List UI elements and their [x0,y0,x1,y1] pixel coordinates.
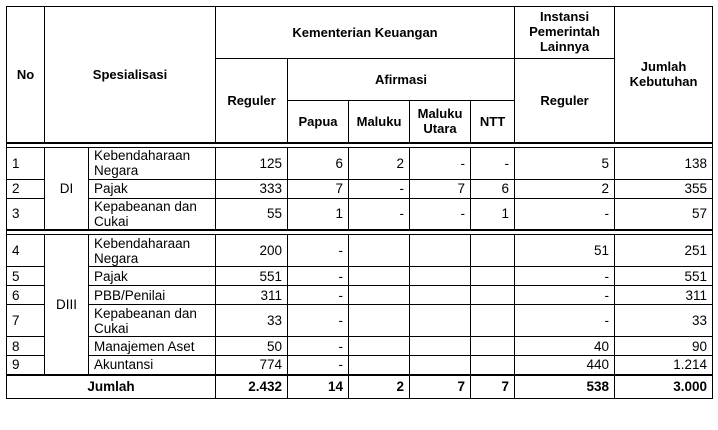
table-body [7,143,713,399]
cell-maluku [349,267,410,286]
cell-reguler-ipl: 2 [515,179,615,198]
cell-papua: - [288,305,349,337]
table-row [7,286,713,305]
cell-spesialisasi: Kepabeanan dan Cukai [89,305,216,337]
cell-no: 9 [7,356,45,375]
total-label: Jumlah [7,375,216,399]
cell-jumlah: 57 [615,198,713,230]
cell-ntt [471,337,515,356]
total-row [7,375,713,399]
header-papua: Papua [288,101,349,143]
cell-maluku-utara [410,267,471,286]
cell-program: DIII [45,235,89,375]
cell-reguler: 551 [216,267,288,286]
cell-jumlah: 138 [615,147,713,179]
table-row [7,267,713,286]
cell-spesialisasi: Pajak [89,179,216,198]
cell-jumlah: 1.214 [615,356,713,375]
cell-reguler-ipl: 40 [515,337,615,356]
cell-no: 2 [7,179,45,198]
cell-reguler-ipl: - [515,267,615,286]
table-row [7,356,713,375]
cell-reguler-ipl: - [515,286,615,305]
cell-no: 6 [7,286,45,305]
cell-reguler: 774 [216,356,288,375]
table-row [7,337,713,356]
cell-no: 7 [7,305,45,337]
table-row [7,179,713,198]
cell-spesialisasi: Kebendaharaan Negara [89,235,216,267]
cell-reguler-ipl: - [515,305,615,337]
total-maluku-utara: 7 [410,375,471,399]
cell-papua: - [288,235,349,267]
cell-papua: 6 [288,147,349,179]
cell-reguler: 200 [216,235,288,267]
cell-program: DI [45,147,89,230]
table-row [7,198,713,230]
header-kementerian-keuangan: Kementerian Keuangan [216,7,515,59]
cell-ntt [471,356,515,375]
cell-reguler: 125 [216,147,288,179]
cell-ntt: - [471,147,515,179]
total-jumlah: 3.000 [615,375,713,399]
cell-maluku-utara: 7 [410,179,471,198]
table-row [7,235,713,267]
cell-spesialisasi: Manajemen Aset [89,337,216,356]
table-row [7,147,713,179]
cell-maluku: - [349,179,410,198]
header-no: No [7,7,45,143]
cell-reguler: 33 [216,305,288,337]
header-afirmasi: Afirmasi [288,59,515,101]
cell-ntt [471,267,515,286]
cell-reguler: 333 [216,179,288,198]
cell-maluku-utara [410,337,471,356]
cell-no: 3 [7,198,45,230]
cell-maluku-utara [410,286,471,305]
cell-papua: 1 [288,198,349,230]
cell-maluku: 2 [349,147,410,179]
cell-ntt [471,235,515,267]
header-ntt: NTT [471,101,515,143]
cell-no: 1 [7,147,45,179]
cell-jumlah: 33 [615,305,713,337]
cell-maluku [349,356,410,375]
header-jumlah-kebutuhan: Jumlah Kebutuhan [615,7,713,143]
total-ntt: 7 [471,375,515,399]
header-maluku: Maluku [349,101,410,143]
cell-maluku-utara: - [410,198,471,230]
cell-reguler: 311 [216,286,288,305]
header-instansi-lainnya: Instansi Pemerintah Lainnya [515,7,615,59]
cell-spesialisasi: Pajak [89,267,216,286]
total-reguler: 2.432 [216,375,288,399]
cell-maluku [349,337,410,356]
cell-ntt: 6 [471,179,515,198]
kebutuhan-table [6,6,713,399]
cell-papua: 7 [288,179,349,198]
cell-reguler-ipl: 5 [515,147,615,179]
cell-reguler-ipl: 440 [515,356,615,375]
cell-jumlah: 355 [615,179,713,198]
cell-papua: - [288,356,349,375]
header-maluku-utara: Maluku Utara [410,101,471,143]
header-reguler-ipl: Reguler [515,59,615,143]
cell-maluku: - [349,198,410,230]
cell-maluku [349,286,410,305]
cell-no: 8 [7,337,45,356]
cell-jumlah: 90 [615,337,713,356]
cell-papua: - [288,267,349,286]
cell-spesialisasi: Kepabeanan dan Cukai [89,198,216,230]
cell-ntt [471,286,515,305]
total-maluku: 2 [349,375,410,399]
cell-spesialisasi: Akuntansi [89,356,216,375]
header-spesialisasi: Spesialisasi [45,7,216,143]
cell-maluku [349,235,410,267]
cell-spesialisasi: PBB/Penilai [89,286,216,305]
table-row [7,305,713,337]
cell-reguler-ipl: - [515,198,615,230]
cell-jumlah: 311 [615,286,713,305]
cell-reguler-ipl: 51 [515,235,615,267]
cell-maluku [349,305,410,337]
cell-maluku-utara [410,356,471,375]
cell-no: 5 [7,267,45,286]
cell-maluku-utara: - [410,147,471,179]
header-reguler: Reguler [216,59,288,143]
cell-ntt [471,305,515,337]
cell-no: 4 [7,235,45,267]
cell-spesialisasi: Kebendaharaan Negara [89,147,216,179]
cell-jumlah: 251 [615,235,713,267]
total-reguler-ipl: 538 [515,375,615,399]
cell-jumlah: 551 [615,267,713,286]
cell-reguler: 55 [216,198,288,230]
cell-papua: - [288,286,349,305]
cell-reguler: 50 [216,337,288,356]
total-papua: 14 [288,375,349,399]
cell-ntt: 1 [471,198,515,230]
cell-maluku-utara [410,305,471,337]
cell-maluku-utara [410,235,471,267]
cell-papua: - [288,337,349,356]
